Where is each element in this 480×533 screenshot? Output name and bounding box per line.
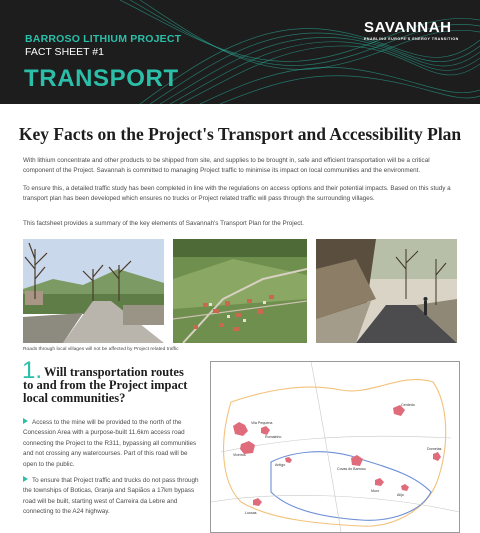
intro-paragraph: This factsheet provides a summary of the key elements of Savannah's Transport Plan for the Project. bbox=[23, 220, 304, 227]
triangle-bullet-icon bbox=[23, 476, 28, 482]
savannah-logo bbox=[364, 20, 464, 41]
page-title: TRANSPORT bbox=[24, 65, 179, 92]
section-title-line: to and from the Project impact bbox=[23, 378, 188, 392]
section-title bbox=[23, 365, 214, 405]
aerial-village-photo bbox=[173, 239, 307, 343]
intro-paragraph: With lithium concentrate and other products to be shipped from site, and supplies to be brought in, safe and efficient transportation will be a critical component of the Project. Savannah is committed to managing Project traffic to minimise its impact on local communities and the environment. bbox=[23, 157, 430, 174]
triangle-bullet-icon bbox=[23, 418, 28, 424]
map-label: Romainho bbox=[265, 435, 282, 439]
village-street-photo bbox=[316, 239, 457, 343]
map-label: Viveiros bbox=[233, 453, 246, 457]
project-series-label: BARROSO LITHIUM PROJECT bbox=[25, 33, 182, 45]
bullet-text: To ensure that Project traffic and trucks do not pass through the townships of Boticas, Granja and Sapiãos a 17km bypass road will be built, starting west of Carreira da Lebre and connecting to the A24 highway. bbox=[23, 477, 199, 516]
logo-tagline: ENABLING EUROPE'S ENERGY TRANSITION bbox=[364, 37, 459, 41]
section-title-line: local communities? bbox=[23, 391, 126, 405]
logo-wordmark: SAVANNAH bbox=[364, 19, 452, 36]
map-label: Antigo bbox=[275, 463, 286, 467]
map-label: Alijó bbox=[397, 493, 404, 497]
bullet-text: Access to the mine will be provided to the north of the Concession Area with a purpose-built 11.6km access road connecting the Project to the R311, bypassing all communities and not crossing any watercourses. Part of this road will be open to the public. bbox=[23, 419, 197, 468]
intro-paragraph: To ensure this, a detailed traffic study has been completed in line with the regulations on access options and their potential impacts. Based on this study a transport plan has been developed which ensures no trucks or Project related traffic will pass through the surrounding villages. bbox=[23, 185, 451, 202]
fact-sheet-number: FACT SHEET #1 bbox=[25, 46, 104, 58]
bullet-item bbox=[23, 418, 203, 470]
header-banner bbox=[0, 0, 480, 104]
map-label: Dornelas bbox=[427, 447, 442, 451]
photo-caption: Roads through local villages will not be affected by Project related traffic bbox=[23, 347, 179, 352]
section-number: 1. bbox=[22, 357, 43, 384]
map-label: Covas do Barroso bbox=[337, 467, 366, 471]
section-title-line: Will transportation routes bbox=[44, 365, 184, 379]
map-label: Cerdedo bbox=[401, 403, 415, 407]
map-label: Muro bbox=[371, 489, 380, 493]
main-heading: Key Facts on the Project's Transport and Accessibility Plan bbox=[18, 124, 462, 144]
bullet-item bbox=[23, 476, 203, 518]
map-label: Lousas bbox=[245, 511, 257, 515]
transport-route-map bbox=[210, 361, 460, 533]
map-label: Vila Pequena bbox=[251, 421, 273, 425]
village-road-photo bbox=[23, 239, 164, 343]
